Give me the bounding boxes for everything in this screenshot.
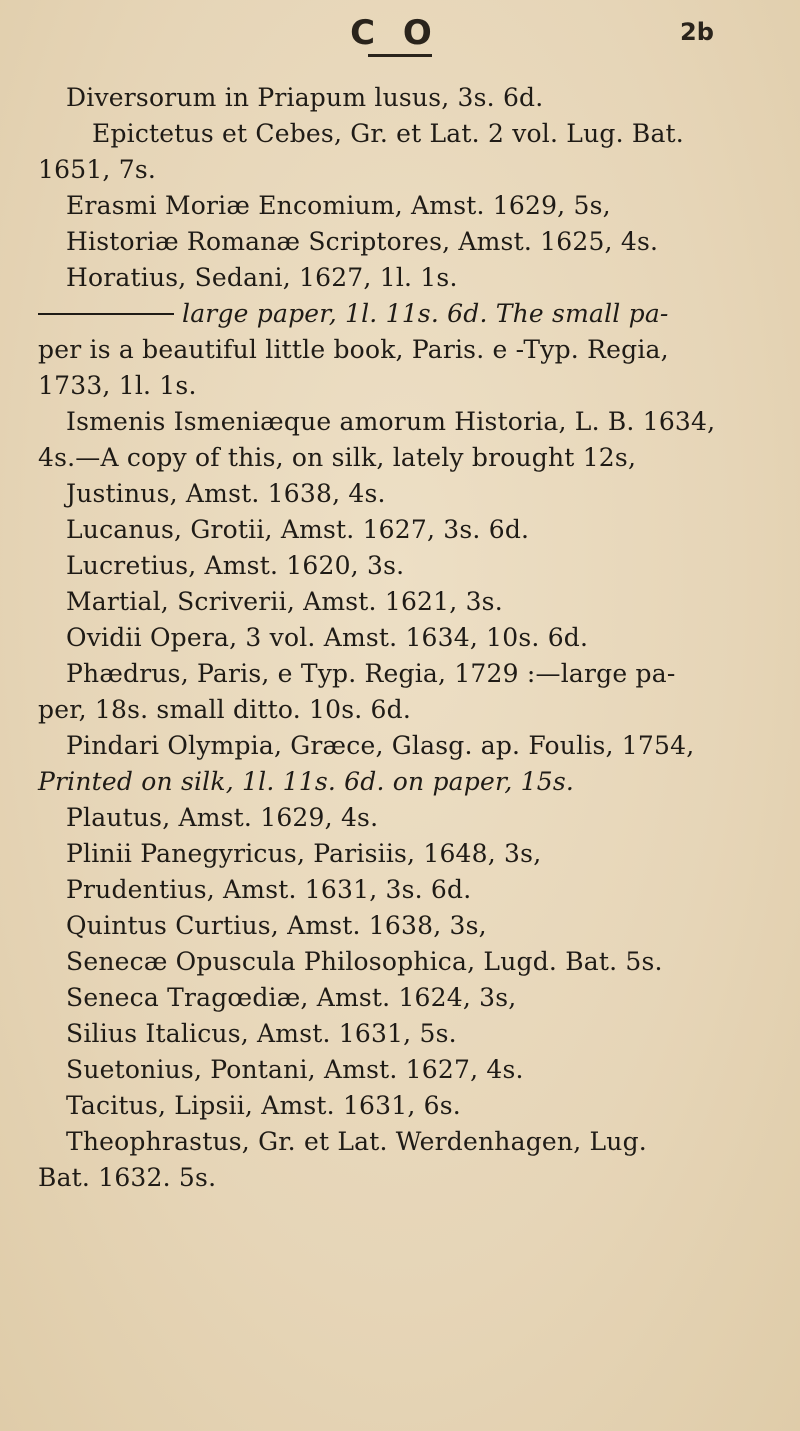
entry-text: large paper, 1l. 11s. 6d. The small pa- [182,299,669,328]
entry-line: Ovidii Opera, 3 vol. Amst. 1634, 10s. 6d. [66,623,589,652]
entry-line: Pindari Olympia, Græce, Glasg. ap. Foulis, 1754, [66,731,695,760]
entry-line: Printed on silk, 1l. 11s. 6d. on paper, 15s. [38,767,575,796]
entry-line: Seneca Tragœdiæ, Amst. 1624, 3s, [66,983,517,1012]
entry-line: Bat. 1632. 5s. [38,1163,217,1192]
entry-line: Senecæ Opuscula Philosophica, Lugd. Bat. 5s. [66,947,663,976]
entry-line: Historiæ Romanæ Scriptores, Amst. 1625, 4s. [66,227,659,256]
entry-line: Justinus, Amst. 1638, 4s. [66,479,386,508]
entry-line: Theophrastus, Gr. et Lat. Werdenhagen, Lug. [66,1127,647,1156]
signature-mark: C O [350,13,440,53]
header-rule [368,54,432,57]
entry-line: Suetonius, Pontani, Amst. 1627, 4s. [66,1055,524,1084]
entry-line: Ismenis Ismeniæque amorum Historia, L. B. 1634, [66,407,716,436]
repeat-dash [38,313,174,315]
entry-line: Quintus Curtius, Amst. 1638, 3s, [66,911,487,940]
entry-line: Martial, Scriverii, Amst. 1621, 3s. [66,587,503,616]
entry-line: Silius Italicus, Amst. 1631, 5s. [66,1019,457,1048]
entry-line-continuation [38,296,669,332]
page-header [0,14,800,64]
entry-line: 1733, 1l. 1s. [38,371,197,400]
entry-line: Erasmi Moriæ Encomium, Amst. 1629, 5s, [66,191,611,220]
entry-line: per is a beautiful little book, Paris. e -Typ. Regia, [38,335,669,364]
entry-line: 4s.—A copy of this, on silk, lately brought 12s, [38,443,637,472]
entry-line: Plinii Panegyricus, Parisiis, 1648, 3s, [66,839,542,868]
page-number: 2b [680,18,714,46]
entry-line: Prudentius, Amst. 1631, 3s. 6d. [66,875,472,904]
entry-line: Plautus, Amst. 1629, 4s. [66,803,379,832]
entry-line: Phædrus, Paris, e Typ. Regia, 1729 :—large pa- [66,659,676,688]
entry-line: Diversorum in Priapum lusus, 3s. 6d. [66,83,544,112]
entry-line: 1651, 7s. [38,155,156,184]
entry-line: Tacitus, Lipsii, Amst. 1631, 6s. [66,1091,461,1120]
entry-line: Horatius, Sedani, 1627, 1l. 1s. [66,263,458,292]
entry-line: Lucretius, Amst. 1620, 3s. [66,551,405,580]
entry-line: Lucanus, Grotii, Amst. 1627, 3s. 6d. [66,515,530,544]
entry-line: Epictetus et Cebes, Gr. et Lat. 2 vol. Lug. Bat. [92,119,684,148]
entry-line: per, 18s. small ditto. 10s. 6d. [38,695,411,724]
